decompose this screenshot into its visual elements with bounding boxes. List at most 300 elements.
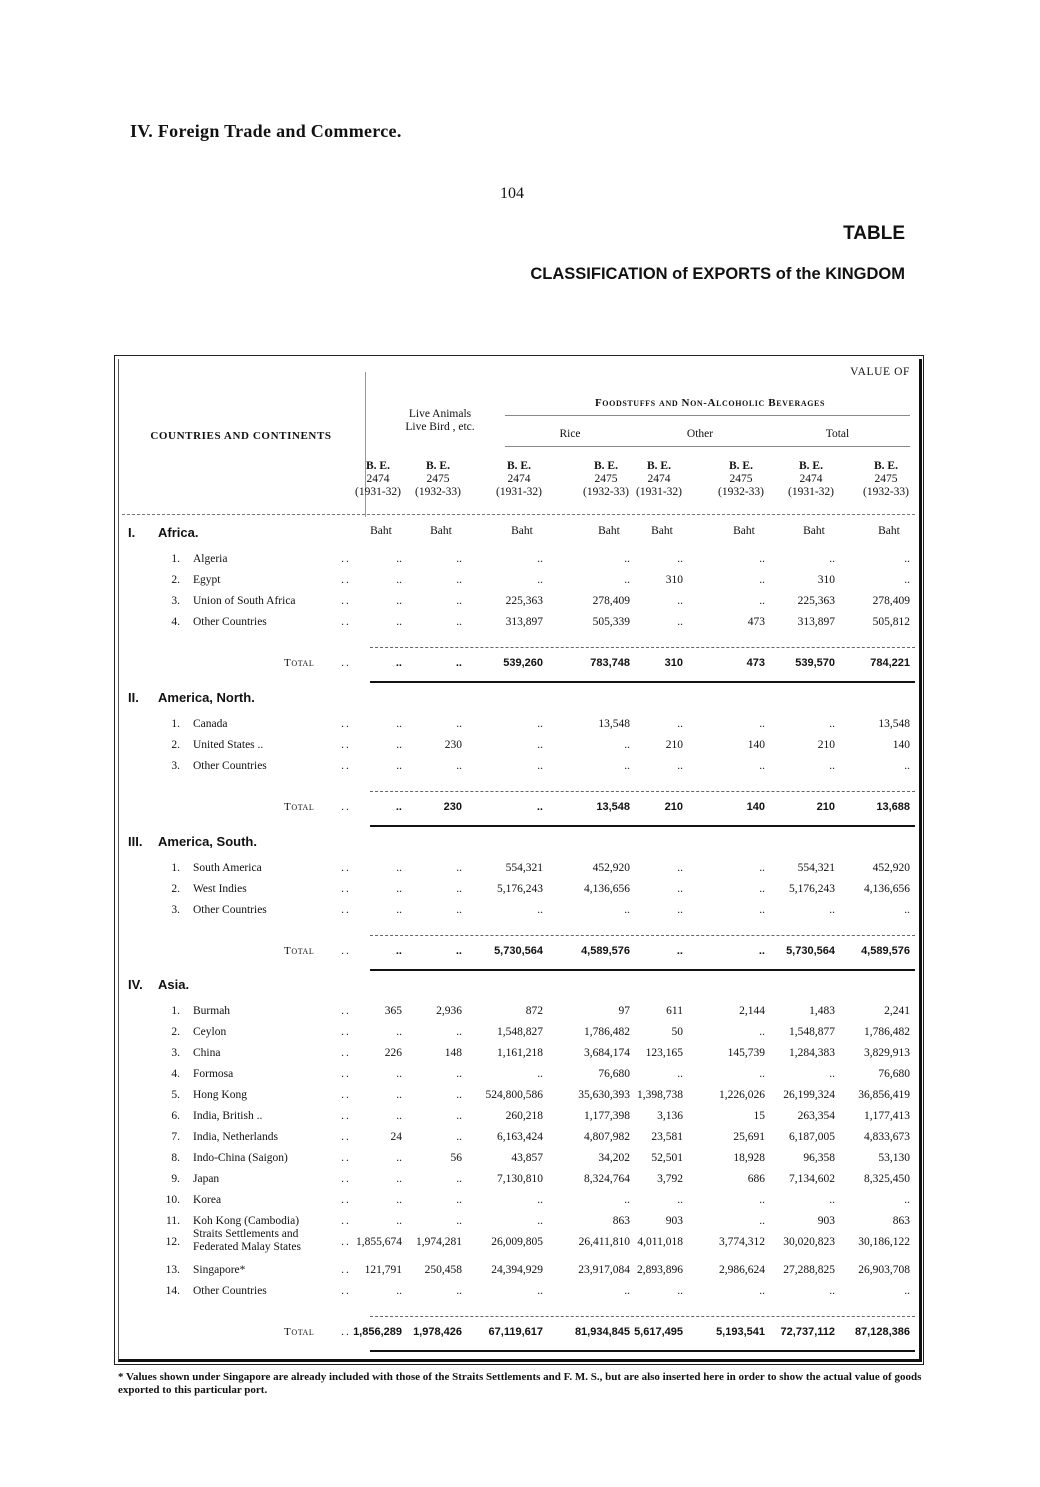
cell-value: 4,136,656 — [584, 883, 630, 895]
year-header-line: B. E. — [366, 460, 390, 472]
table-row — [0, 739, 1040, 759]
cell-value: 8,324,764 — [584, 1173, 630, 1185]
cell-value: .. — [456, 883, 462, 895]
leader-dots: .. — [341, 945, 351, 957]
leader-dots: .. — [341, 1089, 351, 1101]
cell-value: 524,800,586 — [485, 1089, 543, 1101]
cell-value: .. — [624, 1194, 630, 1206]
group-heading — [0, 690, 1040, 710]
cell-value: .. — [396, 553, 402, 565]
cell-value: .. — [904, 574, 910, 586]
cell-value: 30,186,122 — [858, 1236, 910, 1248]
row-number: 5. — [171, 1089, 180, 1101]
year-header-line: 2474 — [799, 473, 823, 485]
table-row — [0, 760, 1040, 780]
cell-value: .. — [624, 574, 630, 586]
total-value: .. — [395, 945, 402, 957]
cell-value: .. — [396, 1215, 402, 1227]
unit-label: Baht — [878, 525, 900, 537]
country-name: China — [193, 1047, 221, 1059]
cell-value: 18,928 — [733, 1152, 765, 1164]
cell-value: 260,218 — [505, 1110, 543, 1122]
unit-label: Baht — [370, 525, 392, 537]
cell-value: .. — [677, 760, 683, 772]
group-heading — [0, 525, 1040, 545]
cell-value: .. — [456, 862, 462, 874]
cell-value: .. — [456, 1089, 462, 1101]
group-name: America, South. — [158, 834, 257, 849]
cell-value: 505,339 — [592, 616, 630, 628]
country-name: Other Countries — [193, 760, 267, 772]
leader-dots: .. — [341, 574, 351, 586]
cell-value: 250,458 — [424, 1264, 462, 1276]
cell-value: .. — [624, 904, 630, 916]
total-value: .. — [395, 657, 402, 669]
table-row — [0, 1152, 1040, 1172]
cell-value: 148 — [444, 1047, 462, 1059]
year-header-line: 2474 — [647, 473, 671, 485]
country-name: Other Countries — [193, 1285, 267, 1297]
total-row — [0, 1326, 1040, 1346]
total-value: .. — [395, 801, 402, 813]
table-row — [0, 904, 1040, 924]
country-name: Japan — [193, 1173, 220, 1185]
cell-value: 6,187,005 — [789, 1131, 835, 1143]
country-name: Indo-China (Saigon) — [193, 1152, 288, 1164]
country-name: South America — [193, 862, 262, 874]
cell-value: 3,774,312 — [719, 1236, 765, 1248]
row-number: 13. — [165, 1264, 180, 1276]
cell-value: 554,321 — [505, 862, 543, 874]
cell-value: 872 — [525, 1005, 543, 1017]
cell-value: 210 — [817, 739, 835, 751]
leader-dots: .. — [341, 904, 351, 916]
cell-value: .. — [677, 595, 683, 607]
year-header-5 — [710, 460, 772, 499]
cell-value: .. — [396, 1173, 402, 1185]
total-label: Total — [284, 657, 315, 669]
cell-value: .. — [537, 1285, 543, 1297]
cell-value: .. — [829, 1285, 835, 1297]
cell-value: 26,411,810 — [578, 1236, 630, 1248]
cell-value: 365 — [384, 1005, 402, 1017]
leader-dots: .. — [341, 1131, 351, 1143]
cell-value: 4,011,018 — [637, 1236, 683, 1248]
table-row — [0, 616, 1040, 636]
leader-dots: .. — [341, 1264, 351, 1276]
cell-value: 1,226,026 — [719, 1089, 765, 1101]
year-header-line: 2474 — [507, 473, 531, 485]
cell-value: .. — [396, 1285, 402, 1297]
cell-value: 225,363 — [797, 595, 835, 607]
table-row — [0, 883, 1040, 903]
other-header: Other — [686, 428, 714, 440]
row-number: 2. — [171, 574, 180, 586]
cell-value: .. — [759, 574, 765, 586]
value-of-header: VALUE OF — [850, 366, 910, 378]
leader-dots: .. — [341, 1173, 351, 1185]
cell-value: 2,893,896 — [637, 1264, 683, 1276]
cell-value: .. — [456, 1173, 462, 1185]
group-end-rule — [370, 1350, 915, 1352]
cell-value: 8,325,450 — [864, 1173, 910, 1185]
cell-value: 96,358 — [803, 1152, 835, 1164]
cell-value: .. — [677, 718, 683, 730]
group-roman: IV. — [128, 977, 143, 992]
cell-value: .. — [829, 1194, 835, 1206]
cell-value: .. — [829, 718, 835, 730]
cell-value: .. — [904, 553, 910, 565]
cell-value: 24 — [390, 1131, 402, 1143]
total-value: 13,548 — [596, 801, 630, 813]
cell-value: .. — [759, 883, 765, 895]
cell-value: 25,691 — [733, 1131, 765, 1143]
leader-dots: .. — [341, 1285, 351, 1297]
cell-value: .. — [759, 1215, 765, 1227]
cell-value: 7,130,810 — [497, 1173, 543, 1185]
table-label: TABLE — [843, 223, 905, 244]
group-roman: II. — [128, 690, 139, 705]
cell-value: 2,936 — [436, 1005, 462, 1017]
cell-value: 210 — [665, 739, 683, 751]
row-number: 6. — [171, 1110, 180, 1122]
group-heading — [0, 977, 1040, 997]
leader-dots: .. — [341, 1068, 351, 1080]
row-number: 1. — [171, 553, 180, 565]
year-header-line: B. E. — [594, 460, 618, 472]
cell-value: .. — [759, 760, 765, 772]
cell-value: .. — [624, 1285, 630, 1297]
cell-value: 903 — [665, 1215, 683, 1227]
country-name-cont: Federated Malay States — [193, 1241, 301, 1253]
table-row — [0, 1005, 1040, 1025]
cell-value: .. — [396, 1026, 402, 1038]
total-label: Total — [284, 1326, 315, 1338]
cell-value: .. — [456, 760, 462, 772]
table-row — [0, 1264, 1040, 1284]
total-value: 210 — [816, 801, 835, 813]
total-row — [0, 657, 1040, 677]
row-number: 8. — [171, 1152, 180, 1164]
cell-value: .. — [759, 1026, 765, 1038]
total-value: 539,570 — [795, 657, 835, 669]
table-row — [0, 1194, 1040, 1214]
cell-value: 452,920 — [592, 862, 630, 874]
year-header-line: B. E. — [799, 460, 823, 472]
year-header-line: 2475 — [874, 473, 898, 485]
cell-value: .. — [456, 1285, 462, 1297]
cell-value: .. — [677, 904, 683, 916]
live-animals-line1: Live Animals — [408, 408, 472, 420]
year-header-line: B. E. — [426, 460, 450, 472]
cell-value: .. — [677, 616, 683, 628]
cell-value: 3,684,174 — [584, 1047, 630, 1059]
total-header: Total — [825, 428, 850, 440]
table-row — [0, 1068, 1040, 1088]
cell-value: .. — [396, 1152, 402, 1164]
total-value: 4,589,576 — [581, 945, 630, 957]
row-number: 9. — [171, 1173, 180, 1185]
country-name: Koh Kong (Cambodia) — [193, 1215, 300, 1227]
cell-value: 2,241 — [884, 1005, 910, 1017]
subheader-rule — [505, 446, 910, 447]
cell-value: 36,856,419 — [858, 1089, 910, 1101]
cell-value: 76,680 — [598, 1068, 630, 1080]
country-name: Egypt — [193, 574, 221, 586]
unit-label: Baht — [733, 525, 755, 537]
row-number: 1. — [171, 718, 180, 730]
row-number: 14. — [165, 1285, 180, 1297]
cell-value: 1,548,827 — [497, 1026, 543, 1038]
country-name: Singapore* — [193, 1264, 246, 1276]
total-value: 210 — [664, 801, 683, 813]
cell-value: 1,786,482 — [864, 1026, 910, 1038]
country-name: India, British .. — [193, 1110, 263, 1122]
cell-value: .. — [396, 718, 402, 730]
unit-label: Baht — [651, 525, 673, 537]
cell-value: .. — [829, 760, 835, 772]
total-separator — [370, 647, 915, 648]
year-header-line: (1932-33) — [415, 486, 461, 498]
live-animals-header — [375, 408, 505, 434]
cell-value: .. — [396, 1068, 402, 1080]
leader-dots: .. — [341, 1215, 351, 1227]
live-animals-line2: Live Bird , etc. — [405, 421, 475, 433]
cell-value: 3,792 — [657, 1173, 683, 1185]
cell-value: 452,920 — [872, 862, 910, 874]
table-row — [0, 1228, 1040, 1256]
table-row — [0, 1047, 1040, 1067]
cell-value: .. — [396, 760, 402, 772]
cell-value: .. — [537, 718, 543, 730]
cell-value: 4,136,656 — [864, 883, 910, 895]
total-value: 5,617,495 — [634, 1326, 683, 1338]
cell-value: 1,974,281 — [416, 1236, 462, 1248]
country-name: Korea — [193, 1194, 222, 1206]
year-header-2 — [488, 460, 550, 499]
country-name: Burmah — [193, 1005, 231, 1017]
page-number: 104 — [500, 185, 524, 202]
total-value: 230 — [443, 801, 462, 813]
cell-value: .. — [456, 718, 462, 730]
leader-dots: .. — [341, 1047, 351, 1059]
cell-value: .. — [759, 553, 765, 565]
country-name: Other Countries — [193, 904, 267, 916]
cell-value: 611 — [666, 1005, 683, 1017]
total-value: .. — [455, 945, 462, 957]
year-header-line: (1931-32) — [355, 486, 401, 498]
country-name: Other Countries — [193, 616, 267, 628]
year-header-line: (1932-33) — [863, 486, 909, 498]
total-value: 87,128,386 — [854, 1326, 910, 1338]
year-header-1 — [407, 460, 469, 499]
unit-label: Baht — [598, 525, 620, 537]
group-end-rule — [370, 681, 915, 683]
cell-value: .. — [829, 553, 835, 565]
cell-value: 26,199,324 — [783, 1089, 835, 1101]
total-value: .. — [676, 945, 683, 957]
row-number: 3. — [171, 904, 180, 916]
cell-value: 225,363 — [505, 595, 543, 607]
table-row — [0, 1089, 1040, 1109]
total-row — [0, 801, 1040, 821]
cell-value: .. — [759, 595, 765, 607]
cell-value: 52,501 — [651, 1152, 683, 1164]
cell-value: 863 — [612, 1215, 630, 1227]
total-value: 784,221 — [870, 657, 910, 669]
cell-value: 1,284,383 — [789, 1047, 835, 1059]
leader-dots: .. — [341, 739, 351, 751]
row-number: 3. — [171, 1047, 180, 1059]
total-value: 5,730,564 — [786, 945, 835, 957]
country-name: Union of South Africa — [193, 595, 296, 607]
cell-value: 686 — [747, 1173, 765, 1185]
cell-value: 145,739 — [727, 1047, 765, 1059]
total-value: 1,978,426 — [413, 1326, 462, 1338]
year-header-line: 2475 — [729, 473, 753, 485]
total-value: 67,119,617 — [488, 1326, 543, 1338]
cell-value: 1,161,218 — [497, 1047, 543, 1059]
year-header-line: (1932-33) — [583, 486, 629, 498]
countries-header: COUNTRIES AND CONTINENTS — [150, 430, 332, 442]
table-row — [0, 574, 1040, 594]
cell-value: .. — [624, 739, 630, 751]
leader-dots: .. — [341, 595, 351, 607]
cell-value: .. — [456, 904, 462, 916]
cell-value: .. — [677, 883, 683, 895]
cell-value: 97 — [618, 1005, 630, 1017]
cell-value: 310 — [817, 574, 835, 586]
table-row — [0, 862, 1040, 882]
cell-value: 313,897 — [797, 616, 835, 628]
group-roman: III. — [128, 834, 143, 849]
cell-value: 13,548 — [878, 718, 910, 730]
cell-value: 278,409 — [592, 595, 630, 607]
cell-value: .. — [456, 1215, 462, 1227]
total-value: 140 — [746, 801, 765, 813]
leader-dots: .. — [341, 1110, 351, 1122]
cell-value: 1,398,738 — [637, 1089, 683, 1101]
group-roman: I. — [128, 525, 136, 540]
cell-value: .. — [677, 1068, 683, 1080]
table-row — [0, 1131, 1040, 1151]
cell-value: .. — [759, 1068, 765, 1080]
total-value: 1,856,289 — [353, 1326, 402, 1338]
total-row — [0, 945, 1040, 965]
cell-value: .. — [456, 1026, 462, 1038]
cell-value: .. — [537, 553, 543, 565]
total-separator — [370, 1316, 915, 1317]
cell-value: 3,829,913 — [864, 1047, 910, 1059]
cell-value: 1,177,413 — [864, 1110, 910, 1122]
total-value: 72,737,112 — [780, 1326, 835, 1338]
cell-value: .. — [396, 574, 402, 586]
unit-label: Baht — [803, 525, 825, 537]
cell-value: 56 — [450, 1152, 462, 1164]
cell-value: .. — [396, 1110, 402, 1122]
cell-value: .. — [456, 1131, 462, 1143]
cell-value: .. — [829, 1068, 835, 1080]
cell-value: .. — [537, 574, 543, 586]
cell-value: .. — [456, 553, 462, 565]
cell-value: 226 — [384, 1047, 402, 1059]
row-number: 4. — [171, 1068, 180, 1080]
year-header-line: B. E. — [507, 460, 531, 472]
cell-value: .. — [759, 862, 765, 874]
cell-value: .. — [759, 718, 765, 730]
leader-dots: .. — [341, 553, 351, 565]
cell-value: .. — [759, 904, 765, 916]
cell-value: 310 — [665, 574, 683, 586]
section-heading: IV. Foreign Trade and Commerce. — [130, 121, 402, 141]
leader-dots: .. — [341, 1005, 351, 1017]
leader-dots: .. — [341, 801, 351, 813]
country-name: Canada — [193, 718, 228, 730]
cell-value: .. — [396, 595, 402, 607]
cell-value: .. — [904, 1285, 910, 1297]
row-number: 7. — [171, 1131, 180, 1143]
cell-value: 24,394,929 — [491, 1264, 543, 1276]
row-number: 4. — [171, 616, 180, 628]
cell-value: 505,812 — [872, 616, 910, 628]
leader-dots: .. — [341, 1326, 351, 1338]
row-number: 3. — [171, 595, 180, 607]
country-name: Ceylon — [193, 1026, 227, 1038]
country-name: Straits Settlements and — [193, 1228, 299, 1240]
cell-value: .. — [537, 1068, 543, 1080]
cell-value: .. — [456, 1110, 462, 1122]
total-value: 5,730,564 — [494, 945, 543, 957]
table-row — [0, 1026, 1040, 1046]
cell-value: .. — [677, 862, 683, 874]
cell-value: .. — [537, 1194, 543, 1206]
table-title: CLASSIFICATION of EXPORTS of the KINGDOM — [530, 265, 905, 283]
leader-dots: .. — [341, 1194, 351, 1206]
leader-dots: .. — [341, 1026, 351, 1038]
cell-value: 23,917,084 — [578, 1264, 630, 1276]
foodstuffs-header: Foodstuffs and Non-Alcoholic Beverages — [594, 397, 826, 409]
cell-value: 26,009,805 — [491, 1236, 543, 1248]
leader-dots: .. — [341, 862, 351, 874]
cell-value: 1,855,674 — [356, 1236, 402, 1248]
rice-header: Rice — [559, 428, 581, 440]
cell-value: 15 — [753, 1110, 765, 1122]
cell-value: 1,548,877 — [789, 1026, 835, 1038]
cell-value: .. — [537, 904, 543, 916]
leader-dots: .. — [341, 760, 351, 772]
total-value: 81,934,845 — [574, 1326, 630, 1338]
total-value: 539,260 — [503, 657, 543, 669]
cell-value: .. — [537, 1215, 543, 1227]
cell-value: 140 — [892, 739, 910, 751]
cell-value: .. — [677, 553, 683, 565]
total-value: 473 — [746, 657, 765, 669]
cell-value: 313,897 — [505, 616, 543, 628]
cell-value: .. — [456, 616, 462, 628]
total-label: Total — [284, 945, 315, 957]
cell-value: .. — [396, 883, 402, 895]
table-row — [0, 718, 1040, 738]
unit-label: Baht — [430, 525, 452, 537]
cell-value: .. — [396, 862, 402, 874]
cell-value: .. — [396, 1089, 402, 1101]
cell-value: 50 — [671, 1026, 683, 1038]
leader-dots: .. — [341, 1152, 351, 1164]
country-name: India, Netherlands — [193, 1131, 278, 1143]
year-header-line: 2474 — [366, 473, 390, 485]
cell-value: 30,020,823 — [783, 1236, 835, 1248]
leader-dots: .. — [341, 883, 351, 895]
